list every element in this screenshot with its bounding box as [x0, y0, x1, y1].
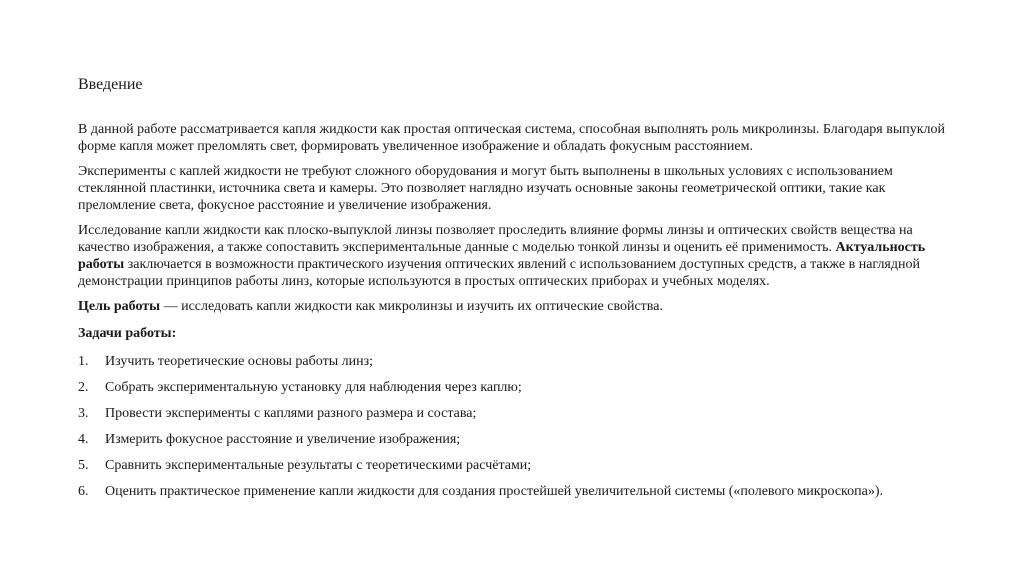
task-item	[78, 353, 958, 370]
task-number: 4.	[78, 432, 89, 447]
relevance-label: Актуальность работы	[78, 240, 926, 272]
task-item	[78, 379, 958, 396]
goal-label: Цель работы	[78, 299, 161, 314]
tasks-heading: Задачи работы:	[78, 326, 177, 341]
task-text: Сравнить экспериментальные результаты с теоретическими расчётами;	[105, 458, 532, 473]
task-text: Провести эксперименты с каплями разного размера и состава;	[105, 406, 477, 421]
task-number: 6.	[78, 484, 89, 499]
intro-paragraph-3	[78, 222, 928, 290]
task-number: 2.	[78, 380, 89, 395]
paragraph-3-end: заключается в возможности практического изучения оптических явлений с использованием доступных средств, а также в наглядной демонстрации принципов работы линз, которые используются в простых оптических приборах и учебных моделях.	[78, 257, 920, 289]
intro-paragraph-1: В данной работе рассматривается капля жидкости как простая оптическая система, способная выполнять роль микролинзы. Благодаря выпуклой форме капля может преломлять свет, формировать увеличенное изображение и обладать фокусным расстоянием.	[78, 122, 946, 154]
task-text: Измерить фокусное расстояние и увеличение изображения;	[105, 432, 461, 447]
page-title: Введение	[78, 76, 143, 93]
goal-paragraph	[78, 298, 958, 315]
task-number: 1.	[78, 354, 89, 369]
paragraph-3-start: Исследование капли жидкости как плоско-выпуклой линзы позволяет проследить влияние формы линзы и оптических свойств вещества на качество изображения, а также сопоставить экспериментальные данные с моделью тонкой линзы и оценить её применимость.	[78, 223, 913, 255]
task-text: Собрать экспериментальную установку для наблюдения через каплю;	[105, 380, 522, 395]
task-number: 5.	[78, 458, 89, 473]
task-item	[78, 431, 958, 448]
task-item	[78, 457, 958, 474]
goal-text: — исследовать капли жидкости как микролинзы и изучить их оптические свойства.	[160, 299, 663, 314]
document-page	[78, 76, 958, 509]
task-text: Изучить теоретические основы работы линз;	[105, 354, 374, 369]
intro-paragraph-2: Эксперименты с каплей жидкости не требуют сложного оборудования и могут быть выполнены в школьных условиях с использованием стеклянной пластинки, источника света и камеры. Это позволяет наглядно изучать основные законы геометрической оптики, такие как преломление света, фокусное расстояние и увеличение изображения.	[78, 164, 893, 213]
task-item	[78, 483, 958, 500]
tasks-list	[78, 353, 958, 500]
task-number: 3.	[78, 406, 89, 421]
task-text: Оценить практическое применение капли жидкости для создания простейшей увеличительной системы («полевого микроскопа»).	[105, 484, 884, 499]
task-item	[78, 405, 958, 422]
